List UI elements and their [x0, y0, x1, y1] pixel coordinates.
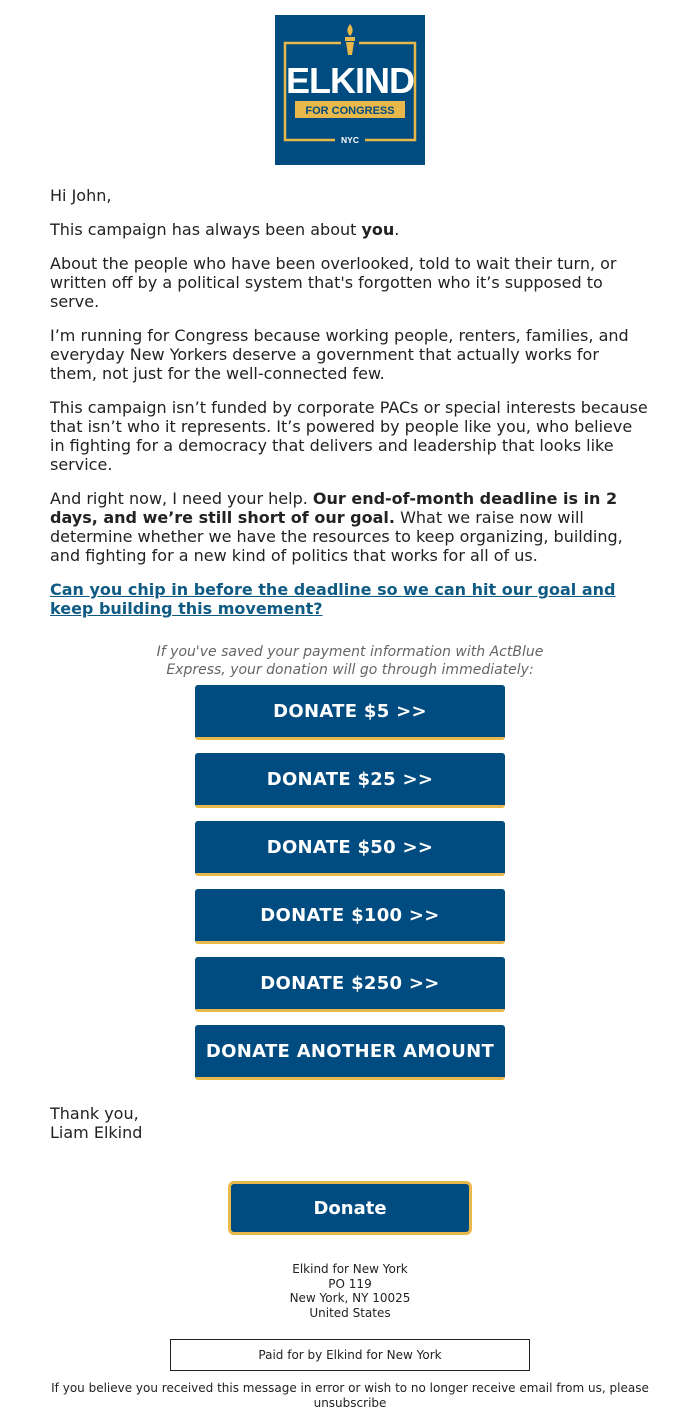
donate-other-amount-button[interactable]: DONATE ANOTHER AMOUNT — [195, 1025, 505, 1080]
signoff — [50, 1104, 142, 1142]
donate-250-button[interactable]: DONATE $250 >> — [195, 957, 505, 1012]
logo-name: ELKIND — [286, 60, 414, 101]
unsubscribe-note[interactable]: If you believe you received this message in error or wish to no longer receive email from us, please unsubscribe — [51, 1381, 649, 1410]
logo-tagline: FOR CONGRESS — [305, 105, 395, 117]
campaign-logo[interactable] — [275, 15, 425, 165]
logo-graphic — [275, 15, 425, 165]
actblue-express-note: If you've saved your payment information with ActBlue Express, your donation will go through immediately: — [156, 644, 544, 678]
greeting: Hi John, — [50, 186, 112, 205]
logo-city: NYC — [341, 135, 359, 145]
emphasis-you: you — [361, 220, 395, 239]
donate-50-button[interactable]: DONATE $50 >> — [195, 821, 505, 876]
signoff-thanks: Thank you, — [50, 1104, 139, 1123]
donate-button[interactable]: Donate — [228, 1181, 472, 1235]
paragraph-5: And right now, I need your help. Our end-of-month deadline is in 2 days, and we’re still short of our goal. What we raise now will determine whether we have the resources to keep organizing, building, and fighting for a new kind of politics that works for all of us. — [50, 489, 623, 565]
address-line-2: PO 119 — [328, 1276, 372, 1291]
mailing-address — [200, 1262, 500, 1320]
address-line-3: New York, NY 10025 — [289, 1291, 411, 1305]
torch-icon — [341, 15, 359, 55]
deadline-emphasis: Our end-of-month deadline is in 2 days, and we’re still short of our goal. — [50, 489, 618, 527]
donate-100-button[interactable]: DONATE $100 >> — [195, 889, 505, 944]
address-line-4: United States — [309, 1305, 391, 1320]
paragraph-1: This campaign has always been about you. — [50, 220, 400, 239]
donate-5-button[interactable]: DONATE $5 >> — [195, 685, 505, 740]
signoff-name: Liam Elkind — [50, 1123, 143, 1142]
paragraph-4: This campaign isn’t funded by corporate PACs or special interests because that isn’t who it represents. It’s powered by people like you, who believe in fighting for a democracy that delivers and leadership that looks like service. — [50, 398, 648, 474]
chip-in-link[interactable]: Can you chip in before the deadline so we can hit our goal and keep building this movement? — [50, 580, 616, 618]
message-body — [50, 220, 650, 618]
paid-for-disclaimer: Paid for by Elkind for New York — [170, 1339, 530, 1371]
donate-25-button[interactable]: DONATE $25 >> — [195, 753, 505, 808]
address-line-1: Elkind for New York — [292, 1262, 408, 1276]
paragraph-3: I’m running for Congress because working people, renters, families, and everyday New Yorkers deserve a government that actually works for them, not just for the well-connected few. — [50, 326, 629, 383]
paragraph-2: About the people who have been overlooked, told to wait their turn, or written off by a political system that's forgotten who it’s supposed to serve. — [50, 254, 617, 311]
